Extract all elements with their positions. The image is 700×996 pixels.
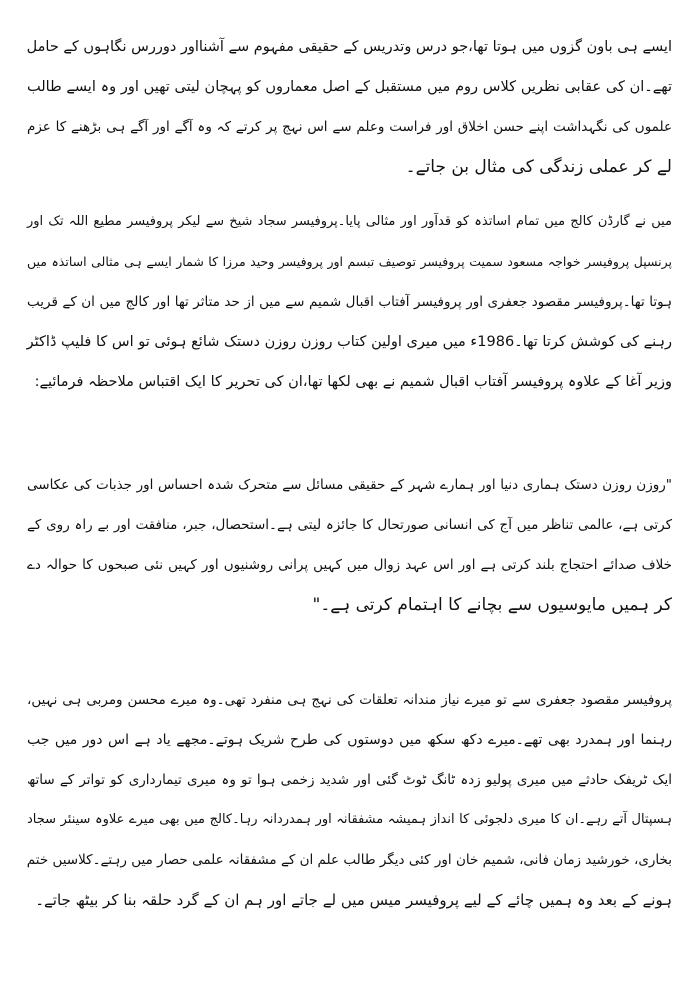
text-line: کرتی ہے، عالمی تناظر میں آج کی انسانی صورتحال کا جائزہ لیتی ہے۔استحصال، جبر، منافقت اور بے راہ روی کے bbox=[27, 517, 672, 533]
text-line: علموں کی نگہداشت اپنے حسن اخلاق اور فراست وعلم سے اس نہج پر کرتے کہ وہ آگے اور آگے ہی بڑھنے کا عزم bbox=[27, 119, 672, 135]
text-line: ہسپتال آتے رہے۔ان کا میری دلجوئی کا انداز ہمیشہ مشفقانہ اور ہمدردانہ رہا۔کالج میں بھی میرے علاوہ سینئر سجاد bbox=[27, 812, 672, 827]
text-line: خلاف صدائے احتجاج بلند کرتی ہے اور اس عہد زوال میں کہیں پرانی روشنیوں اور کہیں نئی صبحوں کا حوالہ دے bbox=[27, 557, 672, 573]
text-line: وزیر آغا کے علاوہ پروفیسر آفتاب اقبال شمیم نے بھی لکھا تھا،ان کی تحریر کا ایک اقتباس ملاحظہ فرمائیے: bbox=[34, 374, 672, 390]
text-line: لے کر عملی زندگی کی مثال بن جاتے۔ bbox=[405, 157, 672, 177]
text-line: "روزن روزن دستک ہماری دنیا اور ہمارے شہر کے حقیقی مسائل سے متحرک شدہ احساس اور جذبات کی عکاسی bbox=[27, 477, 672, 493]
text-line: میں نے گارڈن کالج میں تمام اساتذہ کو قدآور اور مثالی پایا۔پروفیسر سجاد شیخ سے لیکر پروفیسر مطیع اللہ تک اور bbox=[27, 214, 672, 229]
text-line: ایسے ہی باون گزوں میں ہوتا تھا،جو درس وتدریس کے حقیقی مفہوم سے آشنااور دوررس نگاہوں کے حامل bbox=[26, 39, 672, 55]
text-line: ہونے کے بعد وہ ہمیں چائے کے لیے پروفیسر میس میں لے جاتے اور ہم ان کے گرد حلقہ بنا کر بیٹھ جاتے۔ bbox=[35, 891, 672, 909]
text-line: تھے۔ان کی عقابی نظریں کلاس روم میں مستقبل کے اصل معماروں کو پہچان لیتی تھیں اور وہ ایسے طالب bbox=[27, 79, 672, 95]
text-line: رہنما اور ہمدرد بھی تھے۔میرے دکھ سکھ میں دوستوں کی طرح شریک ہوتے۔مجھے یاد ہے اس دور میں جب bbox=[27, 732, 672, 748]
text-line: ایک ٹریفک حادثے میں میری پولیو زدہ ٹانگ ٹوٹ گئی اور شدید زخمی ہوا تو وہ میری تیمارداری کو تواتر کے ساتھ bbox=[27, 772, 672, 788]
text-line: بخاری، خورشید زمان فانی، شمیم خان اور کئی دیگر طالب علم ان کے مشفقانہ علمی حصار میں رہتے۔کلاسیں ختم bbox=[26, 852, 672, 868]
text-line: پروفیسر مقصود جعفری سے تو میرے نیاز مندانہ تعلقات کی نہج ہی منفرد تھی۔وہ میرے محسن ومربی ہی نہیں، bbox=[27, 692, 672, 708]
text-line: کر ہمیں مایوسیوں سے بچانے کا اہتمام کرتی ہے۔" bbox=[312, 595, 672, 615]
text-line: رہنے کی کوشش کرتا تھا۔1986ء میں میری اولین کتاب روزن روزن دستک شائع ہوئی تو اس کا فلیپ ڈاکٹر bbox=[26, 334, 672, 350]
text-line: ہوتا تھا۔پروفیسر مقصود جعفری اور پروفیسر آفتاب اقبال شمیم سے میں از حد متاثر تھا اور کالج میں ان کے قریب bbox=[27, 294, 672, 310]
text-line: پرنسپل پروفیسر خواجہ مسعود سمیت پروفیسر توصیف تبسم اور پروفیسر وحید مرزا کا شمار ایسے ہی مثالی اساتذہ میں bbox=[27, 254, 672, 269]
